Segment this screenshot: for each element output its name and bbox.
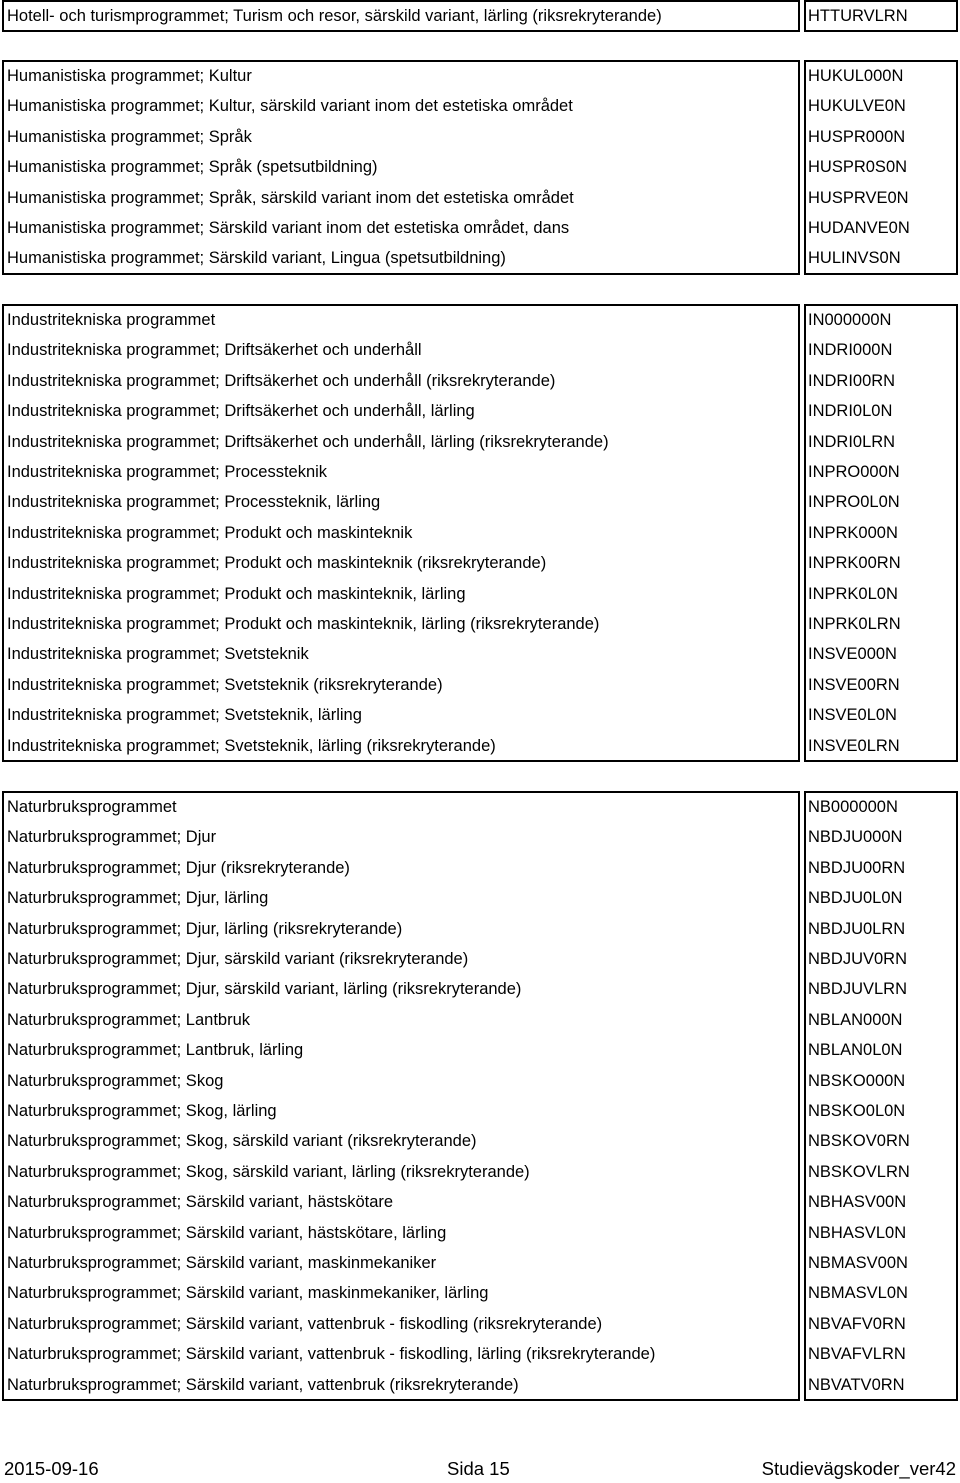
table-row — [0, 822, 960, 852]
table-row — [0, 366, 960, 396]
program-code: NBSKOVLRN — [808, 1162, 910, 1181]
program-code: NBHASV00N — [808, 1193, 907, 1212]
program-name: Humanistiska programmet; Kultur, särskild variant inom det estetiska området — [7, 97, 573, 116]
table-row — [0, 700, 960, 730]
program-name: Industritekniska programmet; Svetsteknik, lärling — [7, 706, 362, 725]
table-row — [0, 944, 960, 974]
program-group — [0, 0, 960, 32]
program-name: Naturbruksprogrammet; Särskild variant, hästskötare — [7, 1193, 394, 1212]
table-row — [0, 579, 960, 609]
program-code: HUSPR000N — [808, 127, 906, 146]
program-code: NBDJUV0RN — [808, 950, 908, 968]
program-name: Industritekniska programmet; Svetsteknik, lärling (riksrekryterande) — [7, 736, 496, 755]
program-code: INDRI000N — [808, 341, 893, 360]
program-code: NBDJUVLRN — [808, 980, 908, 999]
table-row — [0, 548, 960, 578]
table-row — [0, 243, 960, 273]
table-row — [0, 427, 960, 457]
program-code: NBMASV00N — [808, 1254, 908, 1272]
table-row — [0, 1309, 960, 1339]
program-name: Naturbruksprogrammet; Skog, lärling — [7, 1102, 277, 1120]
program-name: Naturbruksprogrammet; Särskild variant, vattenbruk (riksrekryterande) — [7, 1375, 519, 1394]
program-code: NBSKOV0RN — [808, 1132, 910, 1151]
program-name: Industritekniska programmet; Produkt och maskinteknik (riksrekryterande) — [7, 554, 547, 573]
program-code: NBLAN000N — [808, 1010, 903, 1029]
table-row — [0, 305, 960, 335]
table-row — [0, 883, 960, 913]
table-row — [0, 609, 960, 639]
program-group — [0, 60, 960, 275]
program-name: Naturbruksprogrammet; Särskild variant, hästskötare, lärling — [7, 1223, 447, 1242]
program-name: Industritekniska programmet; Driftsäkerhet och underhåll — [7, 341, 422, 360]
program-name: Naturbruksprogrammet; Särskild variant, maskinmekaniker — [7, 1254, 437, 1272]
program-code: IN000000N — [808, 311, 892, 329]
program-name: Humanistiska programmet; Särskild variant inom det estetiska området, dans — [7, 219, 570, 237]
table-row — [0, 1035, 960, 1065]
program-name: Naturbruksprogrammet; Särskild variant, maskinmekaniker, lärling — [7, 1284, 489, 1303]
table-row — [0, 335, 960, 365]
table-row — [0, 1157, 960, 1187]
program-code: INSVE00RN — [808, 675, 900, 694]
program-code: INPRO0L0N — [808, 493, 900, 512]
program-name: Humanistiska programmet; Språk, särskild variant inom det estetiska området — [7, 188, 574, 207]
program-name: Naturbruksprogrammet; Skog, särskild variant (riksrekryterande) — [7, 1132, 477, 1151]
table-row — [0, 1248, 960, 1278]
table-row — [0, 1, 960, 31]
table-row — [0, 457, 960, 487]
table-row — [0, 670, 960, 700]
program-name: Industritekniska programmet — [7, 311, 216, 329]
program-name: Industritekniska programmet; Driftsäkerhet och underhåll, lärling — [7, 402, 475, 421]
program-code: NBMASVL0N — [808, 1284, 908, 1303]
table-row — [0, 61, 960, 91]
program-code: HUKULVE0N — [808, 97, 906, 116]
table-row — [0, 1126, 960, 1156]
table-row — [0, 639, 960, 669]
page-footer — [0, 1455, 960, 1483]
program-name: Naturbruksprogrammet; Särskild variant, vattenbruk - fiskodling, lärling (riksrekryterande) — [7, 1345, 656, 1364]
program-code: NBDJU000N — [808, 828, 903, 847]
program-name: Naturbruksprogrammet — [7, 798, 177, 816]
table-row — [0, 792, 960, 822]
program-name: Naturbruksprogrammet; Skog, särskild variant, lärling (riksrekryterande) — [7, 1162, 530, 1181]
program-code: NBDJU0LRN — [808, 919, 906, 938]
table-row — [0, 487, 960, 517]
program-name: Naturbruksprogrammet; Djur, särskild variant, lärling (riksrekryterande) — [7, 980, 522, 999]
table-row — [0, 853, 960, 883]
program-code: INSVE000N — [808, 645, 897, 664]
program-name: Humanistiska programmet; Särskild variant, Lingua (spetsutbildning) — [7, 249, 506, 268]
program-name: Naturbruksprogrammet; Djur (riksrekryterande) — [7, 858, 350, 877]
program-name: Naturbruksprogrammet; Lantbruk — [7, 1010, 251, 1029]
table-row — [0, 152, 960, 182]
footer-document-name: Studievägskoder_ver42 — [761, 1458, 956, 1479]
program-name: Industritekniska programmet; Produkt och maskinteknik, lärling — [7, 584, 466, 603]
program-name: Humanistiska programmet; Språk — [7, 127, 252, 146]
footer-date: 2015-09-16 — [4, 1458, 99, 1479]
program-code: NBVATV0RN — [808, 1375, 905, 1394]
program-name: Naturbruksprogrammet; Djur, lärling (riksrekryterande) — [7, 919, 403, 938]
table-row — [0, 1278, 960, 1308]
table-row — [0, 1096, 960, 1126]
program-code: NBLAN0L0N — [808, 1041, 903, 1060]
program-name: Industritekniska programmet; Produkt och maskinteknik — [7, 523, 413, 542]
table-row — [0, 213, 960, 243]
table-row — [0, 122, 960, 152]
program-name: Industritekniska programmet; Processteknik, lärling — [7, 493, 381, 512]
program-code: HUSPRVE0N — [808, 188, 909, 207]
program-code: INPRK0LRN — [808, 615, 901, 633]
program-code: HUKUL000N — [808, 67, 904, 85]
table-row — [0, 1218, 960, 1248]
table-row — [0, 91, 960, 121]
program-code: HULINVS0N — [808, 249, 901, 268]
program-name: Naturbruksprogrammet; Djur, lärling — [7, 889, 269, 908]
program-code: NBDJU00RN — [808, 858, 906, 877]
program-name: Naturbruksprogrammet; Lantbruk, lärling — [7, 1041, 304, 1060]
program-code: HTTURVLRN — [808, 7, 908, 25]
table-row — [0, 1005, 960, 1035]
program-code: INPRK000N — [808, 523, 898, 542]
program-code: INSVE0L0N — [808, 706, 897, 725]
table-row — [0, 974, 960, 1004]
program-name: Industritekniska programmet; Produkt och maskinteknik, lärling (riksrekryterande) — [7, 615, 600, 633]
table-row — [0, 518, 960, 548]
program-code: INPRK00RN — [808, 554, 901, 573]
program-name: Industritekniska programmet; Driftsäkerhet och underhåll (riksrekryterande) — [7, 371, 556, 390]
program-name: Humanistiska programmet; Kultur — [7, 67, 252, 85]
program-name: Hotell- och turismprogrammet; Turism och resor, särskild variant, lärling (riksrekryterande) — [7, 7, 662, 25]
program-name: Industritekniska programmet; Driftsäkerhet och underhåll, lärling (riksrekryterande) — [7, 432, 609, 451]
program-code: NB000000N — [808, 798, 898, 816]
program-code: INSVE0LRN — [808, 736, 900, 755]
program-name: Naturbruksprogrammet; Särskild variant, vattenbruk - fiskodling (riksrekryterande) — [7, 1314, 603, 1333]
table-row — [0, 183, 960, 213]
program-name: Industritekniska programmet; Svetsteknik (riksrekryterande) — [7, 675, 443, 694]
program-code: NBHASVL0N — [808, 1223, 907, 1242]
table-row — [0, 396, 960, 426]
program-code: HUDANVE0N — [808, 219, 910, 237]
program-code: INPRO000N — [808, 463, 900, 481]
program-code: NBSKO000N — [808, 1071, 906, 1090]
program-name: Naturbruksprogrammet; Djur — [7, 828, 217, 847]
program-name: Naturbruksprogrammet; Djur, särskild variant (riksrekryterande) — [7, 950, 469, 968]
table-row — [0, 1370, 960, 1400]
table-row — [0, 1066, 960, 1096]
footer-page-number: Sida 15 — [447, 1458, 510, 1479]
program-code: HUSPR0S0N — [808, 158, 908, 177]
program-code: INDRI0L0N — [808, 402, 893, 421]
program-group — [0, 791, 960, 1401]
table-row — [0, 914, 960, 944]
table-row — [0, 1187, 960, 1217]
program-group — [0, 304, 960, 762]
program-code: INDRI00RN — [808, 371, 896, 390]
program-name: Industritekniska programmet; Processteknik — [7, 463, 328, 481]
program-name: Industritekniska programmet; Svetsteknik — [7, 645, 309, 664]
program-code: NBDJU0L0N — [808, 889, 903, 908]
program-code: NBVAFV0RN — [808, 1314, 906, 1333]
program-code: INPRK0L0N — [808, 584, 898, 603]
program-code: INDRI0LRN — [808, 432, 896, 451]
table-row — [0, 731, 960, 761]
program-code: NBSKO0L0N — [808, 1102, 906, 1120]
program-code: NBVAFVLRN — [808, 1345, 906, 1364]
program-name: Humanistiska programmet; Språk (spetsutbildning) — [7, 158, 378, 177]
table-row — [0, 1339, 960, 1369]
program-name: Naturbruksprogrammet; Skog — [7, 1071, 224, 1090]
